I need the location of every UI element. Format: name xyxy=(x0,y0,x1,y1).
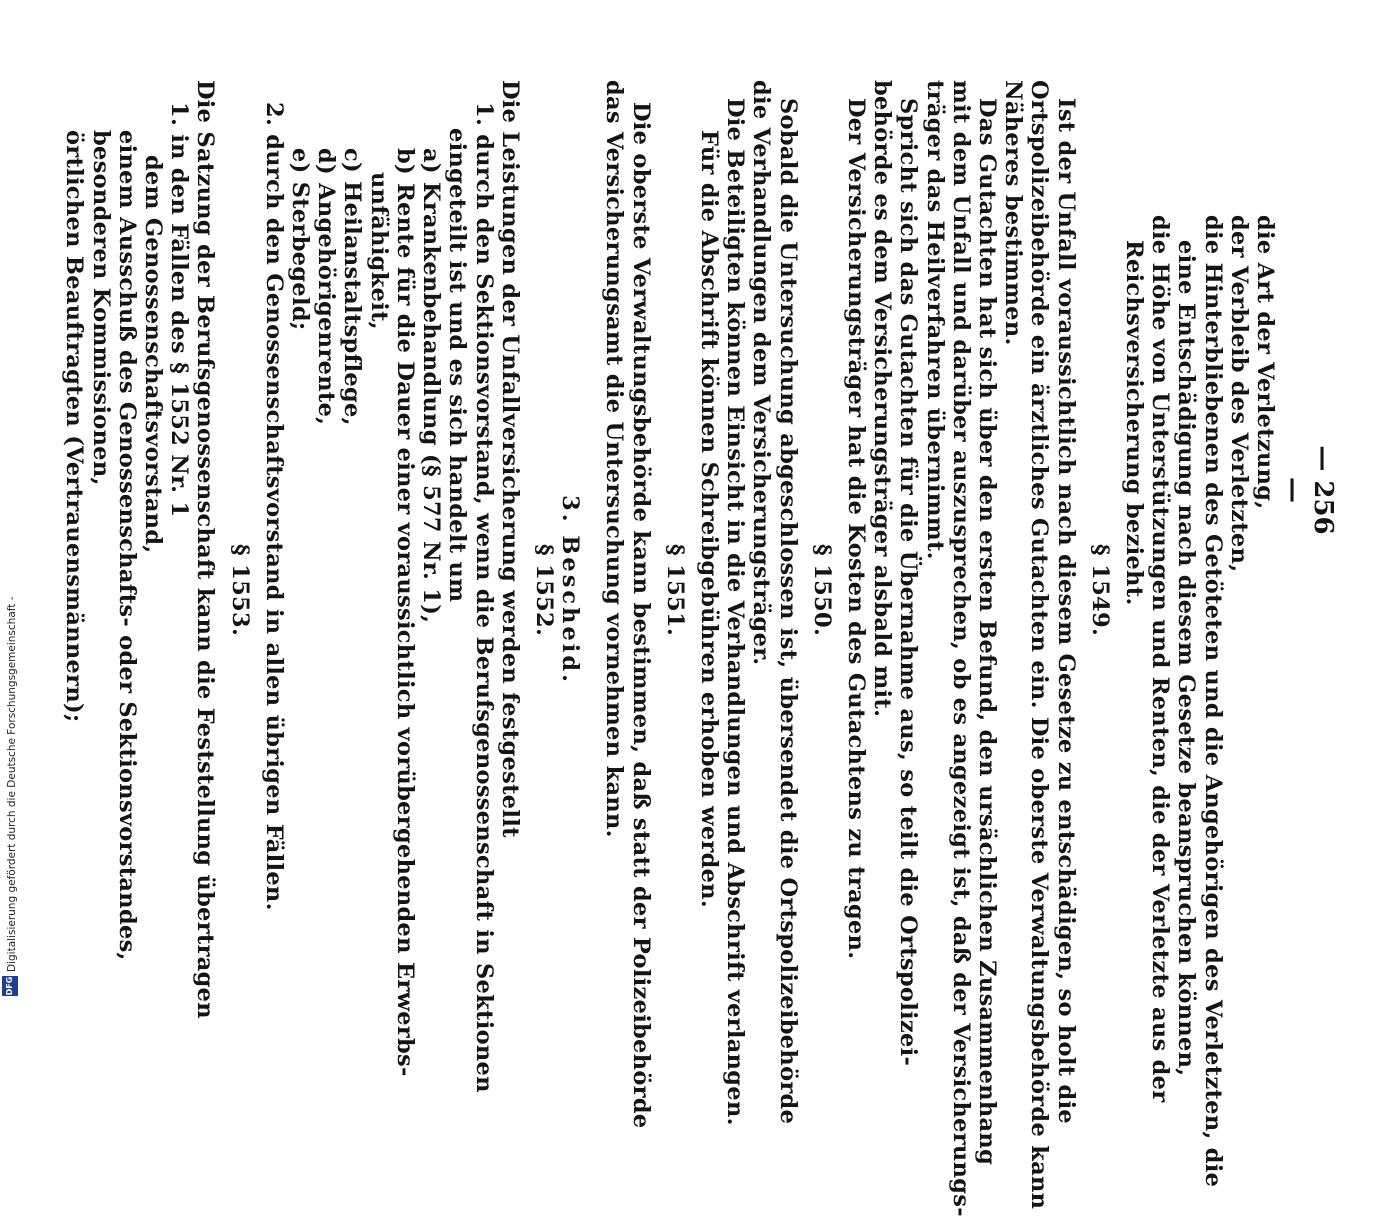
list-item: a) Krankenbehandlung (§ 577 Nr. 1), xyxy=(418,148,445,624)
list-item: e) Sterbegeld; xyxy=(287,148,314,331)
text-line: einem Ausschuß des Genossenschafts- oder Sektionsvorstandes, xyxy=(113,130,140,961)
text-block xyxy=(61,80,1278,1217)
text-line: Die Beteiligten können Einsicht in die Verhandlungen und Abschrift verlangen. xyxy=(722,98,749,1126)
list-item: 2. durch den Genossenschaftsvorstand in allen übrigen Fällen. xyxy=(260,102,287,911)
list-item: c) Heilanstaltspflege, xyxy=(339,148,366,426)
text-line: träger das Heilverfahren übernimmt. xyxy=(921,80,948,560)
text-line: Für die Abschrift können Schreibgebühren erhoben werden. xyxy=(695,130,722,909)
list-item: 1. durch den Sektionsvorstand, wenn die Berufsgenossenschaft in Sektionen xyxy=(470,102,497,1093)
text-line: die Verhandlungen dem Versicherungsträger. xyxy=(748,80,775,666)
text-line: die Art der Verletzung, xyxy=(1252,215,1278,510)
text-line: besonderen Kommissionen, xyxy=(87,130,114,486)
text-line: Die oberste Verwaltungsbehörde kann bestimmen, daß statt der Polizeibehörde xyxy=(627,102,654,1129)
text-line: eingeteilt ist und es sich handelt um xyxy=(444,128,471,603)
text-line: die Höhe von Unterstützungen und Renten, die der Verletzte aus der xyxy=(1147,215,1174,1103)
text-line: unfähigkeit, xyxy=(365,172,392,330)
text-line: Der Versicherungsträger hat die Kosten des Gutachtens zu tragen. xyxy=(842,98,869,960)
text-line: örtlichen Beauftragten (Vertrauensmännern); xyxy=(61,130,88,723)
text-line: mit dem Unfall und darüber auszusprechen, ob es angezeigt ist, daß der Versicherungs- xyxy=(947,80,974,1217)
text-line: Ortspolizeibehörde ein ärztliches Gutachten ein. Die oberste Verwaltungsbehörde kann xyxy=(1026,80,1053,1210)
text-line: behörde es dem Versicherungsträger alsbald mit. xyxy=(869,80,896,718)
text-line: dem Genossenschaftsvorstand, xyxy=(140,155,167,554)
text-line: eine Entschädigung nach diesem Gesetze beanspruchen können, xyxy=(1173,240,1200,1077)
text-line: Ist der Unfall voraussichtlich nach diesem Gesetze zu entschädigen, so holt die xyxy=(1052,98,1079,1125)
section-heading-1553: § 1553. xyxy=(226,543,253,637)
text-line: Sobald die Untersuchung abgeschlossen ist, übersendet die Ortspolizeibehörde xyxy=(774,98,801,1125)
digitization-credit: Digitalisierung gefördert durch die Deutsche Forschungsgemeinschaft - xyxy=(6,596,18,972)
list-item: 1. in den Fällen des § 1552 Nr. 1 xyxy=(166,102,193,518)
list-item: b) Rente für die Dauer einer voraussichtlich vorübergehenden Erwerbs- xyxy=(391,148,418,1077)
text-line: das Versicherungsamt die Untersuchung vornehmen kann. xyxy=(601,80,628,838)
text-line: die Hinterbliebenen des Getöteten und die Angehörigen des Verletzten, die xyxy=(1199,215,1226,1188)
text-line: Das Gutachten hat sich über den ersten Befund, den ursächlichen Zusammenhang xyxy=(973,98,1000,1166)
text-line: der Verbleib des Verletzten, xyxy=(1225,215,1252,573)
text-line: Näheres bestimmen. xyxy=(1000,80,1027,346)
chapter-heading-bescheid: 3. Bescheid. xyxy=(557,495,584,685)
list-item: d) Angehörigenrente, xyxy=(313,148,340,426)
text-line: Spricht sich das Gutachten für die Übernahme aus, so teilt die Ortspolizei- xyxy=(895,98,922,1067)
dfg-logo: DFG xyxy=(2,976,18,996)
section-heading-1551: § 1551. xyxy=(661,543,688,637)
footer-strip xyxy=(0,0,20,1000)
section-heading-1550: § 1550. xyxy=(808,543,835,637)
text-line: Die Leistungen der Unfallversicherung werden festgestellt xyxy=(496,80,523,838)
text-line: Reichsversicherung bezieht. xyxy=(1120,240,1147,606)
page-number: — 256 — xyxy=(1278,445,1338,535)
section-heading-1549: § 1549. xyxy=(1086,543,1113,637)
text-line: Die Satzung der Berufsgenossenschaft kann die Feststellung übertragen xyxy=(192,80,219,1019)
section-heading-1552: § 1552. xyxy=(530,543,557,637)
